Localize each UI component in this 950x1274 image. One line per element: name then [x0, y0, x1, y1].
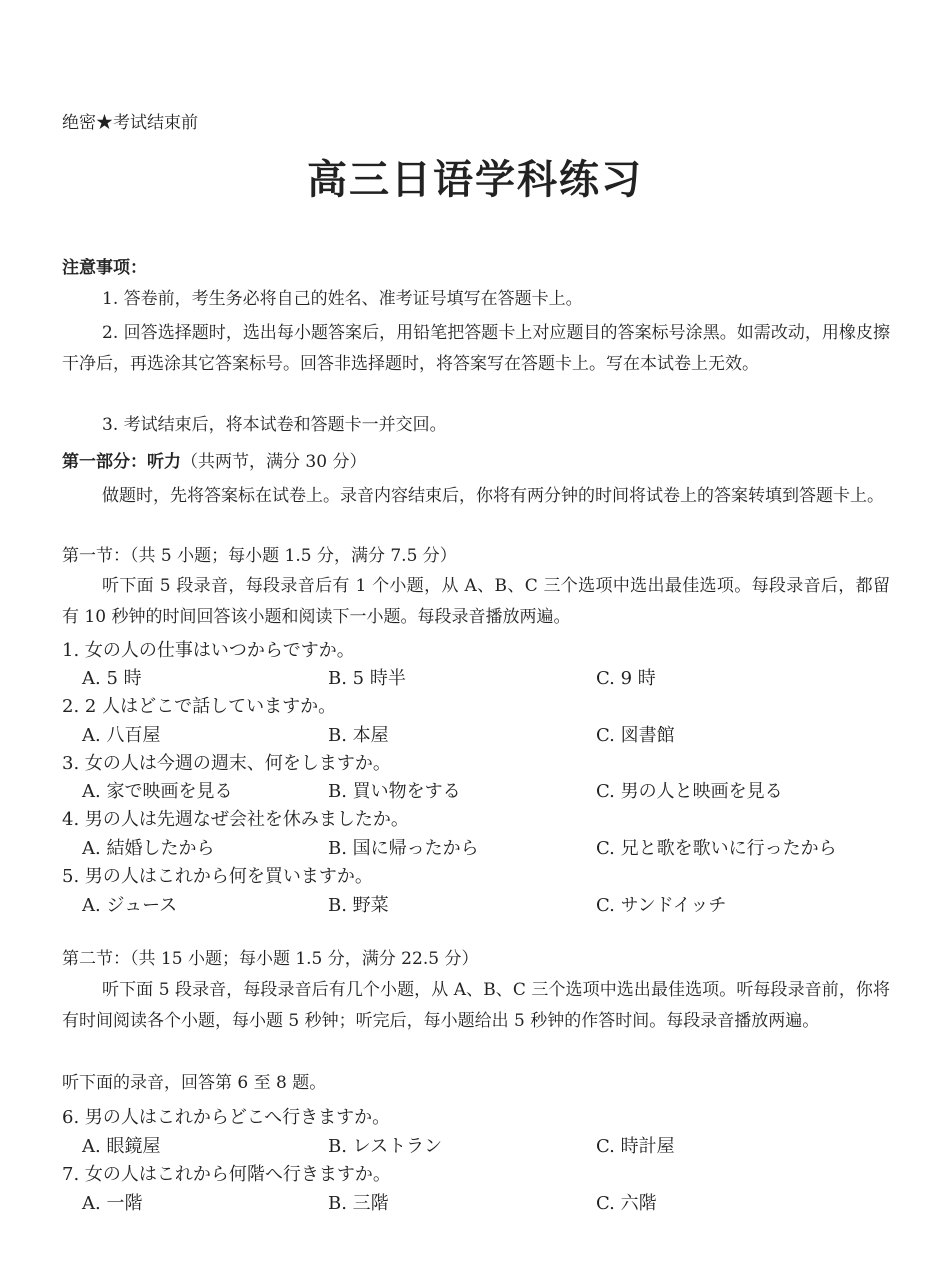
part1-heading-line: [62, 447, 890, 478]
notice-item-1: 1. 答卷前，考生务必将自己的姓名、准考证号填写在答题卡上。: [102, 289, 583, 309]
notice-heading: 注意事项：: [62, 258, 147, 278]
question-5-option-a: A. ジュース: [82, 895, 178, 916]
question-7-option-c: C. 六階: [596, 1193, 657, 1214]
question-6-option-a: A. 眼鏡屋: [82, 1136, 161, 1157]
question-6-option-c: C. 時計屋: [596, 1136, 675, 1157]
question-4-option-b: B. 国に帰ったから: [328, 838, 479, 859]
question-2-option-a: A. 八百屋: [82, 725, 161, 746]
question-2-option-c: C. 図書館: [596, 725, 675, 746]
page-title: 高三日语学科练习: [307, 156, 643, 203]
part1-heading: 第一部分：听力: [62, 452, 181, 472]
question-1-option-b: B. 5 時半: [328, 668, 406, 689]
part1-instruction: 做题时，先将答案标在试卷上。录音内容结束后，你将有两分钟的时间将试卷上的答案转填到答题卡上。: [102, 486, 884, 506]
confidential-label: 绝密★考试结束前: [62, 113, 198, 133]
question-5-option-b: B. 野菜: [328, 895, 389, 916]
question-7-option-b: B. 三階: [328, 1193, 389, 1214]
question-3-option-a: A. 家で映画を見る: [82, 781, 233, 802]
question-4: 4. 男の人は先週なぜ会社を休みましたか。: [62, 809, 409, 830]
question-2: 2. 2 人はどこで話していますか。: [62, 696, 337, 717]
question-3-option-b: B. 買い物をする: [328, 781, 461, 802]
question-6: 6. 男の人はこれからどこへ行きますか。: [62, 1107, 391, 1128]
question-6-option-b: B. レストラン: [328, 1136, 443, 1157]
part1-heading-note: （共两节，满分 30 分）: [181, 452, 367, 472]
question-7-option-a: A. 一階: [82, 1193, 143, 1214]
section2-group-note: 听下面的录音，回答第 6 至 8 题。: [62, 1073, 327, 1093]
question-1-option-a: A. 5 時: [82, 668, 142, 689]
question-5-option-c: C. サンドイッチ: [596, 895, 727, 916]
question-1: 1. 女の人の仕事はいつからですか。: [62, 640, 355, 661]
section1-instruction: 听下面 5 段录音，每段录音后有 1 个小题，从 A、B、C 三个选项中选出最佳选项。每段录音后，都留有 10 秒钟的时间回答该小题和阅读下一小题。每段录音播放两遍。: [62, 576, 890, 627]
question-3: 3. 女の人は今週の週末、何をしますか。: [62, 753, 391, 774]
question-4-option-c: C. 兄と歌を歌いに行ったから: [596, 838, 837, 859]
question-3-option-c: C. 男の人と映画を見る: [596, 781, 783, 802]
section1-heading: 第一节：（共 5 小题；每小题 1.5 分，满分 7.5 分）: [62, 546, 457, 566]
question-5: 5. 男の人はこれから何を買いますか。: [62, 866, 373, 887]
question-2-option-b: B. 本屋: [328, 725, 389, 746]
notice-item-3: 3. 考试结束后，将本试卷和答题卡一并交回。: [102, 415, 447, 435]
question-7: 7. 女の人はこれから何階へ行きますか。: [62, 1164, 391, 1185]
section2-heading: 第二节：（共 15 小题；每小题 1.5 分，满分 22.5 分）: [62, 949, 479, 969]
question-1-option-c: C. 9 時: [596, 668, 656, 689]
question-4-option-a: A. 結婚したから: [82, 838, 215, 859]
section2-instruction: 听下面 5 段录音，每段录音后有几个小题，从 A、B、C 三个选项中选出最佳选项。听每段录音前，你将有时间阅读各个小题，每小题 5 秒钟；听完后，每小题给出 5 秒钟的作答时间。每段录音播放两遍。: [62, 980, 890, 1031]
notice-item-2: 2. 回答选择题时，选出每小题答案后，用铅笔把答题卡上对应题目的答案标号涂黑。如需改动，用橡皮擦干净后，再选涂其它答案标号。回答非选择题时，将答案写在答题卡上。写在本试卷上无效。: [62, 323, 890, 374]
